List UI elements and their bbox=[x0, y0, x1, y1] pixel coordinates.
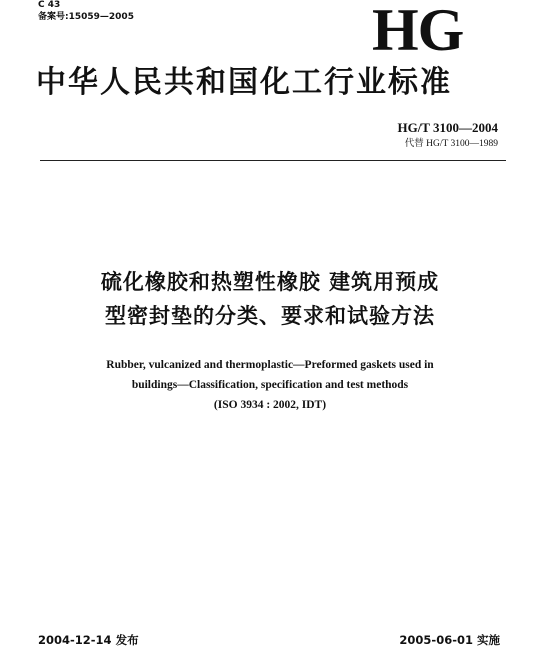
chinese-title-line-2: 型密封垫的分类、要求和试验方法 bbox=[105, 304, 435, 328]
standard-number: HG/T 3100—2004 bbox=[397, 120, 498, 135]
header-divider bbox=[40, 160, 506, 161]
iso-reference: (ISO 3934 : 2002, IDT) bbox=[213, 399, 327, 411]
implementation-date: 2005-06-01 实施 bbox=[399, 633, 500, 647]
record-number: 备案号:15059—2005 bbox=[38, 12, 134, 22]
hg-logo: HG bbox=[372, 0, 464, 63]
ics-code: C 43 bbox=[38, 0, 61, 10]
replaces-standard: 代替 HG/T 3100—1989 bbox=[404, 139, 498, 149]
issue-date: 2004-12-14 发布 bbox=[38, 633, 139, 647]
english-title-line-1: Rubber, vulcanized and thermoplastic—Preformed gaskets used in bbox=[106, 359, 434, 371]
english-title-line-2: buildings—Classification, specification and test methods bbox=[131, 379, 409, 391]
chinese-title-line-1: 硫化橡胶和热塑性橡胶 建筑用预成 bbox=[100, 270, 440, 294]
standard-category-title: 中华人民共和国化工行业标准 bbox=[36, 65, 452, 100]
